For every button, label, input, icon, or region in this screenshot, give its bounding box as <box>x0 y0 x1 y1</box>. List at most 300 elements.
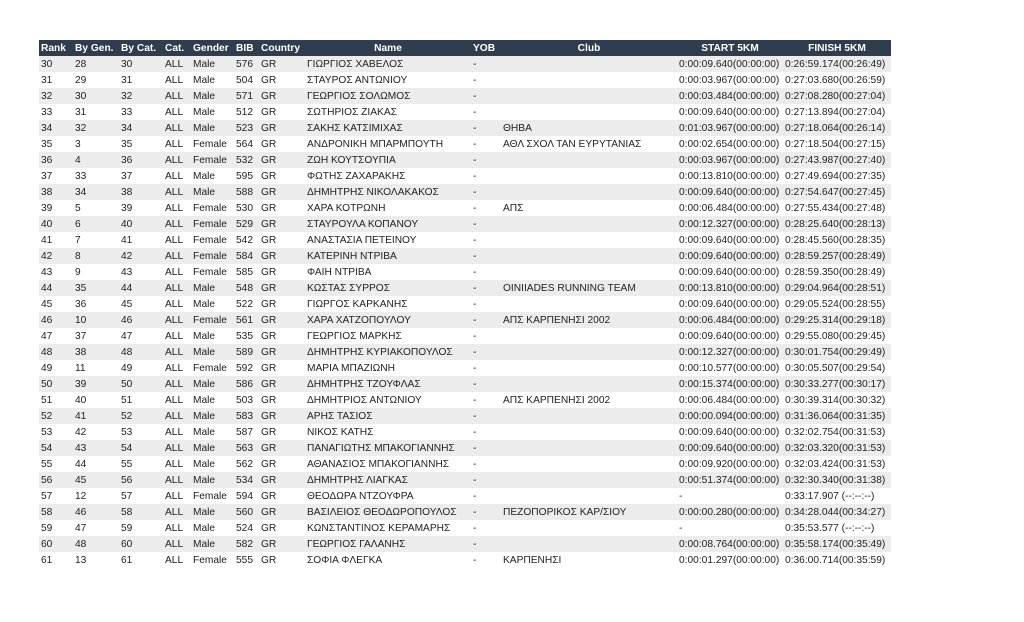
cell-bib: 584 <box>234 248 259 264</box>
cell-name: ΔΗΜΗΤΡΗΣ ΝΙΚΟΛΑΚΑΚΟΣ <box>305 184 471 200</box>
cell-club <box>501 424 677 440</box>
cell-by-gender: 13 <box>73 552 119 568</box>
cell-name: ΣΟΦΙΑ ΦΛΕΓΚΑ <box>305 552 471 568</box>
column-header-by-gender: By Gen. <box>73 40 119 56</box>
cell-by-category: 42 <box>119 248 163 264</box>
cell-finish-5km: 0:30:01.754(00:29:49) <box>783 344 891 360</box>
cell-yob: - <box>471 296 501 312</box>
cell-club: ΠΕΖΟΠΟΡΙΚΟΣ ΚΑΡ/ΣΙΟΥ <box>501 504 677 520</box>
cell-country: GR <box>259 200 305 216</box>
cell-bib: 583 <box>234 408 259 424</box>
cell-bib: 594 <box>234 488 259 504</box>
cell-finish-5km: 0:27:18.504(00:27:15) <box>783 136 891 152</box>
column-header-rank: Rank <box>39 40 73 56</box>
cell-name: ΣΩΤΗΡΙΟΣ ΖΙΑΚΑΣ <box>305 104 471 120</box>
table-row <box>39 440 891 456</box>
cell-name: ΚΩΝΣΤΑΝΤΙΝΟΣ ΚΕΡΑΜΑΡΗΣ <box>305 520 471 536</box>
cell-club: OINIIADES RUNNING TEAM <box>501 280 677 296</box>
cell-country: GR <box>259 88 305 104</box>
cell-gender: Female <box>191 552 234 568</box>
cell-category: ALL <box>163 88 191 104</box>
cell-yob: - <box>471 56 501 72</box>
cell-finish-5km: 0:29:55.080(00:29:45) <box>783 328 891 344</box>
table-row <box>39 232 891 248</box>
cell-category: ALL <box>163 104 191 120</box>
cell-bib: 555 <box>234 552 259 568</box>
cell-rank: 60 <box>39 536 73 552</box>
cell-finish-5km: 0:35:53.577 (--:--:--) <box>783 520 891 536</box>
column-header-gender: Gender <box>191 40 234 56</box>
cell-yob: - <box>471 88 501 104</box>
cell-country: GR <box>259 392 305 408</box>
cell-club: ΚΑΡΠΕΝΗΣΙ <box>501 552 677 568</box>
cell-rank: 57 <box>39 488 73 504</box>
cell-gender: Male <box>191 424 234 440</box>
table-row <box>39 104 891 120</box>
cell-finish-5km: 0:27:13.894(00:27:04) <box>783 104 891 120</box>
cell-category: ALL <box>163 504 191 520</box>
cell-name: ΑΘΑΝΑΣΙΟΣ ΜΠΑΚΟΓΙΑΝΝΗΣ <box>305 456 471 472</box>
cell-start-5km: 0:00:12.327(00:00:00) <box>677 216 783 232</box>
cell-name: ΧΑΡΑ ΚΟΤΡΩΝΗ <box>305 200 471 216</box>
cell-bib: 524 <box>234 520 259 536</box>
cell-category: ALL <box>163 296 191 312</box>
cell-start-5km: 0:00:09.640(00:00:00) <box>677 328 783 344</box>
cell-yob: - <box>471 504 501 520</box>
cell-rank: 43 <box>39 264 73 280</box>
cell-by-gender: 44 <box>73 456 119 472</box>
cell-gender: Male <box>191 536 234 552</box>
cell-gender: Male <box>191 520 234 536</box>
cell-category: ALL <box>163 360 191 376</box>
cell-yob: - <box>471 488 501 504</box>
cell-rank: 44 <box>39 280 73 296</box>
cell-gender: Male <box>191 168 234 184</box>
cell-name: ΣΤΑΥΡΟΥΛΑ ΚΟΠΑΝΟΥ <box>305 216 471 232</box>
cell-by-gender: 12 <box>73 488 119 504</box>
cell-by-category: 39 <box>119 200 163 216</box>
cell-club <box>501 360 677 376</box>
cell-bib: 564 <box>234 136 259 152</box>
cell-gender: Male <box>191 72 234 88</box>
table-row <box>39 200 891 216</box>
cell-rank: 49 <box>39 360 73 376</box>
cell-by-category: 50 <box>119 376 163 392</box>
cell-finish-5km: 0:29:25.314(00:29:18) <box>783 312 891 328</box>
cell-start-5km: 0:00:08.764(00:00:00) <box>677 536 783 552</box>
cell-club <box>501 408 677 424</box>
cell-club <box>501 376 677 392</box>
cell-rank: 30 <box>39 56 73 72</box>
cell-finish-5km: 0:36:00.714(00:35:59) <box>783 552 891 568</box>
cell-club <box>501 152 677 168</box>
cell-rank: 47 <box>39 328 73 344</box>
cell-country: GR <box>259 440 305 456</box>
cell-club <box>501 216 677 232</box>
cell-start-5km: 0:00:09.920(00:00:00) <box>677 456 783 472</box>
cell-start-5km: 0:00:03.967(00:00:00) <box>677 152 783 168</box>
cell-start-5km: - <box>677 488 783 504</box>
cell-club <box>501 184 677 200</box>
cell-gender: Male <box>191 104 234 120</box>
table-row <box>39 504 891 520</box>
cell-name: ΖΩΗ ΚΟΥΤΣΟΥΠΙΑ <box>305 152 471 168</box>
cell-rank: 33 <box>39 104 73 120</box>
cell-by-category: 33 <box>119 104 163 120</box>
cell-club <box>501 88 677 104</box>
cell-rank: 35 <box>39 136 73 152</box>
cell-rank: 40 <box>39 216 73 232</box>
cell-start-5km: 0:00:02.654(00:00:00) <box>677 136 783 152</box>
column-header-country: Country <box>259 40 305 56</box>
cell-category: ALL <box>163 392 191 408</box>
cell-by-category: 44 <box>119 280 163 296</box>
cell-yob: - <box>471 552 501 568</box>
cell-name: ΧΑΡΑ ΧΑΤΖΟΠΟΥΛΟΥ <box>305 312 471 328</box>
cell-finish-5km: 0:29:05.524(00:28:55) <box>783 296 891 312</box>
cell-by-category: 57 <box>119 488 163 504</box>
cell-country: GR <box>259 488 305 504</box>
cell-start-5km: 0:00:03.484(00:00:00) <box>677 88 783 104</box>
cell-bib: 563 <box>234 440 259 456</box>
cell-country: GR <box>259 344 305 360</box>
cell-rank: 58 <box>39 504 73 520</box>
cell-name: ΔΗΜΗΤΡΗΣ ΚΥΡΙΑΚΟΠΟΥΛΟΣ <box>305 344 471 360</box>
cell-category: ALL <box>163 232 191 248</box>
cell-by-category: 55 <box>119 456 163 472</box>
cell-finish-5km: 0:30:33.277(00:30:17) <box>783 376 891 392</box>
cell-by-gender: 10 <box>73 312 119 328</box>
table-row <box>39 376 891 392</box>
cell-yob: - <box>471 216 501 232</box>
cell-bib: 542 <box>234 232 259 248</box>
cell-rank: 46 <box>39 312 73 328</box>
cell-by-gender: 31 <box>73 104 119 120</box>
cell-rank: 38 <box>39 184 73 200</box>
cell-country: GR <box>259 312 305 328</box>
table-row <box>39 152 891 168</box>
cell-category: ALL <box>163 152 191 168</box>
cell-bib: 585 <box>234 264 259 280</box>
cell-by-category: 54 <box>119 440 163 456</box>
cell-yob: - <box>471 200 501 216</box>
cell-rank: 36 <box>39 152 73 168</box>
cell-by-gender: 29 <box>73 72 119 88</box>
cell-gender: Female <box>191 264 234 280</box>
cell-country: GR <box>259 264 305 280</box>
cell-by-category: 59 <box>119 520 163 536</box>
cell-rank: 59 <box>39 520 73 536</box>
cell-yob: - <box>471 424 501 440</box>
cell-club <box>501 472 677 488</box>
cell-yob: - <box>471 328 501 344</box>
cell-category: ALL <box>163 408 191 424</box>
cell-finish-5km: 0:27:43.987(00:27:40) <box>783 152 891 168</box>
cell-club <box>501 56 677 72</box>
cell-finish-5km: 0:27:54.647(00:27:45) <box>783 184 891 200</box>
cell-category: ALL <box>163 168 191 184</box>
table-row <box>39 472 891 488</box>
table-row <box>39 360 891 376</box>
table-row <box>39 488 891 504</box>
cell-bib: 589 <box>234 344 259 360</box>
table-row <box>39 120 891 136</box>
cell-rank: 34 <box>39 120 73 136</box>
cell-start-5km: 0:00:12.327(00:00:00) <box>677 344 783 360</box>
cell-name: ΑΝΔΡΟΝΙΚΗ ΜΠΑΡΜΠΟΥΤΗ <box>305 136 471 152</box>
cell-country: GR <box>259 408 305 424</box>
cell-name: ΣΑΚΗΣ ΚΑΤΣΙΜΙΧΑΣ <box>305 120 471 136</box>
cell-yob: - <box>471 536 501 552</box>
table-row <box>39 136 891 152</box>
cell-name: ΦΩΤΗΣ ΖΑΧΑΡΑΚΗΣ <box>305 168 471 184</box>
cell-start-5km: 0:00:01.297(00:00:00) <box>677 552 783 568</box>
cell-start-5km: 0:01:03.967(00:00:00) <box>677 120 783 136</box>
cell-name: ΘΕΟΔΩΡΑ ΝΤΖΟΥΦΡΑ <box>305 488 471 504</box>
cell-by-gender: 42 <box>73 424 119 440</box>
table-row <box>39 424 891 440</box>
cell-name: ΣΤΑΥΡΟΣ ΑΝΤΩΝΙΟΥ <box>305 72 471 88</box>
cell-by-category: 49 <box>119 360 163 376</box>
cell-bib: 562 <box>234 456 259 472</box>
cell-rank: 31 <box>39 72 73 88</box>
cell-rank: 56 <box>39 472 73 488</box>
cell-yob: - <box>471 264 501 280</box>
cell-rank: 55 <box>39 456 73 472</box>
cell-finish-5km: 0:27:49.694(00:27:35) <box>783 168 891 184</box>
cell-bib: 534 <box>234 472 259 488</box>
cell-start-5km: 0:00:09.640(00:00:00) <box>677 440 783 456</box>
cell-country: GR <box>259 504 305 520</box>
cell-start-5km: 0:00:13.810(00:00:00) <box>677 168 783 184</box>
cell-by-gender: 38 <box>73 344 119 360</box>
cell-by-category: 31 <box>119 72 163 88</box>
cell-yob: - <box>471 312 501 328</box>
cell-name: ΓΙΩΡΓΟΣ ΚΑΡΚΑΝΗΣ <box>305 296 471 312</box>
cell-by-category: 61 <box>119 552 163 568</box>
cell-start-5km: 0:00:06.484(00:00:00) <box>677 392 783 408</box>
cell-rank: 41 <box>39 232 73 248</box>
cell-yob: - <box>471 168 501 184</box>
column-header-club: Club <box>501 40 677 56</box>
cell-by-category: 41 <box>119 232 163 248</box>
cell-club <box>501 232 677 248</box>
cell-yob: - <box>471 152 501 168</box>
cell-category: ALL <box>163 216 191 232</box>
cell-country: GR <box>259 520 305 536</box>
cell-club <box>501 328 677 344</box>
cell-by-gender: 4 <box>73 152 119 168</box>
cell-by-category: 32 <box>119 88 163 104</box>
cell-country: GR <box>259 360 305 376</box>
cell-by-gender: 39 <box>73 376 119 392</box>
cell-finish-5km: 0:28:59.257(00:28:49) <box>783 248 891 264</box>
cell-start-5km: 0:00:09.640(00:00:00) <box>677 104 783 120</box>
cell-yob: - <box>471 72 501 88</box>
cell-by-category: 56 <box>119 472 163 488</box>
cell-gender: Female <box>191 216 234 232</box>
cell-club <box>501 248 677 264</box>
table-row <box>39 536 891 552</box>
cell-rank: 52 <box>39 408 73 424</box>
cell-bib: 576 <box>234 56 259 72</box>
cell-bib: 582 <box>234 536 259 552</box>
cell-category: ALL <box>163 72 191 88</box>
cell-by-category: 30 <box>119 56 163 72</box>
cell-club <box>501 536 677 552</box>
cell-finish-5km: 0:30:39.314(00:30:32) <box>783 392 891 408</box>
cell-gender: Male <box>191 456 234 472</box>
cell-yob: - <box>471 136 501 152</box>
cell-rank: 48 <box>39 344 73 360</box>
cell-gender: Female <box>191 360 234 376</box>
cell-bib: 503 <box>234 392 259 408</box>
table-row <box>39 312 891 328</box>
table-body <box>39 56 891 568</box>
cell-by-category: 36 <box>119 152 163 168</box>
cell-rank: 61 <box>39 552 73 568</box>
cell-yob: - <box>471 440 501 456</box>
cell-category: ALL <box>163 376 191 392</box>
cell-finish-5km: 0:27:55.434(00:27:48) <box>783 200 891 216</box>
cell-bib: 560 <box>234 504 259 520</box>
table-row <box>39 248 891 264</box>
cell-name: ΦΑΙΗ ΝΤΡΙΒΑ <box>305 264 471 280</box>
cell-bib: 586 <box>234 376 259 392</box>
cell-category: ALL <box>163 488 191 504</box>
cell-club <box>501 488 677 504</box>
cell-bib: 548 <box>234 280 259 296</box>
column-header-name: Name <box>305 40 471 56</box>
column-header-finish-5km: FINISH 5KM <box>783 40 891 56</box>
cell-club <box>501 456 677 472</box>
cell-by-gender: 36 <box>73 296 119 312</box>
cell-category: ALL <box>163 456 191 472</box>
cell-gender: Male <box>191 440 234 456</box>
cell-category: ALL <box>163 264 191 280</box>
cell-country: GR <box>259 472 305 488</box>
cell-club: ΑΘΛ ΣΧΟΛ ΤΑΝ ΕΥΡΥΤΑΝΙΑΣ <box>501 136 677 152</box>
table-row <box>39 296 891 312</box>
cell-by-category: 40 <box>119 216 163 232</box>
cell-by-gender: 45 <box>73 472 119 488</box>
cell-country: GR <box>259 296 305 312</box>
cell-country: GR <box>259 168 305 184</box>
cell-yob: - <box>471 456 501 472</box>
cell-start-5km: 0:00:06.484(00:00:00) <box>677 200 783 216</box>
cell-club <box>501 296 677 312</box>
table-row <box>39 216 891 232</box>
cell-by-gender: 43 <box>73 440 119 456</box>
cell-country: GR <box>259 536 305 552</box>
cell-club <box>501 344 677 360</box>
cell-bib: 512 <box>234 104 259 120</box>
cell-name: ΑΡΗΣ ΤΑΣΙΟΣ <box>305 408 471 424</box>
cell-gender: Male <box>191 280 234 296</box>
cell-by-gender: 41 <box>73 408 119 424</box>
cell-bib: 561 <box>234 312 259 328</box>
cell-category: ALL <box>163 552 191 568</box>
cell-gender: Male <box>191 328 234 344</box>
cell-category: ALL <box>163 184 191 200</box>
cell-gender: Male <box>191 376 234 392</box>
cell-start-5km: 0:00:09.640(00:00:00) <box>677 264 783 280</box>
cell-rank: 32 <box>39 88 73 104</box>
cell-club <box>501 520 677 536</box>
cell-finish-5km: 0:26:59.174(00:26:49) <box>783 56 891 72</box>
cell-by-gender: 6 <box>73 216 119 232</box>
cell-country: GR <box>259 72 305 88</box>
cell-by-category: 53 <box>119 424 163 440</box>
table-row <box>39 392 891 408</box>
cell-by-gender: 37 <box>73 328 119 344</box>
cell-by-gender: 32 <box>73 120 119 136</box>
cell-by-category: 45 <box>119 296 163 312</box>
cell-category: ALL <box>163 248 191 264</box>
table-row <box>39 168 891 184</box>
table-row <box>39 264 891 280</box>
cell-country: GR <box>259 136 305 152</box>
cell-finish-5km: 0:28:25.640(00:28:13) <box>783 216 891 232</box>
cell-country: GR <box>259 216 305 232</box>
cell-name: ΓΕΩΡΓΙΟΣ ΣΟΛΩΜΟΣ <box>305 88 471 104</box>
column-header-category: Cat. <box>163 40 191 56</box>
cell-by-gender: 7 <box>73 232 119 248</box>
table-row <box>39 520 891 536</box>
column-header-bib: BIB <box>234 40 259 56</box>
cell-by-category: 52 <box>119 408 163 424</box>
table-row <box>39 56 891 72</box>
cell-bib: 595 <box>234 168 259 184</box>
cell-bib: 588 <box>234 184 259 200</box>
cell-by-category: 60 <box>119 536 163 552</box>
cell-name: ΓΙΩΡΓΙΟΣ ΧΑΒΕΛΟΣ <box>305 56 471 72</box>
cell-gender: Female <box>191 312 234 328</box>
cell-by-gender: 11 <box>73 360 119 376</box>
cell-rank: 39 <box>39 200 73 216</box>
cell-yob: - <box>471 360 501 376</box>
cell-gender: Male <box>191 344 234 360</box>
cell-by-gender: 48 <box>73 536 119 552</box>
cell-finish-5km: 0:29:04.964(00:28:51) <box>783 280 891 296</box>
cell-yob: - <box>471 280 501 296</box>
cell-rank: 53 <box>39 424 73 440</box>
cell-by-category: 46 <box>119 312 163 328</box>
column-header-by-category: By Cat. <box>119 40 163 56</box>
cell-finish-5km: 0:32:02.754(00:31:53) <box>783 424 891 440</box>
cell-finish-5km: 0:34:28.044(00:34:27) <box>783 504 891 520</box>
table-row <box>39 408 891 424</box>
cell-category: ALL <box>163 56 191 72</box>
cell-club: ΑΠΣ ΚΑΡΠΕΝΗΣΙ 2002 <box>501 392 677 408</box>
cell-gender: Female <box>191 248 234 264</box>
cell-gender: Male <box>191 56 234 72</box>
cell-gender: Male <box>191 184 234 200</box>
table-row <box>39 88 891 104</box>
cell-rank: 37 <box>39 168 73 184</box>
cell-gender: Female <box>191 152 234 168</box>
cell-start-5km: - <box>677 520 783 536</box>
cell-by-category: 48 <box>119 344 163 360</box>
cell-name: ΠΑΝΑΓΙΩΤΗΣ ΜΠΑΚΟΓΙΑΝΝΗΣ <box>305 440 471 456</box>
cell-by-gender: 3 <box>73 136 119 152</box>
cell-yob: - <box>471 472 501 488</box>
cell-category: ALL <box>163 200 191 216</box>
cell-gender: Male <box>191 472 234 488</box>
cell-yob: - <box>471 248 501 264</box>
results-table <box>39 40 891 568</box>
cell-start-5km: 0:00:06.484(00:00:00) <box>677 312 783 328</box>
